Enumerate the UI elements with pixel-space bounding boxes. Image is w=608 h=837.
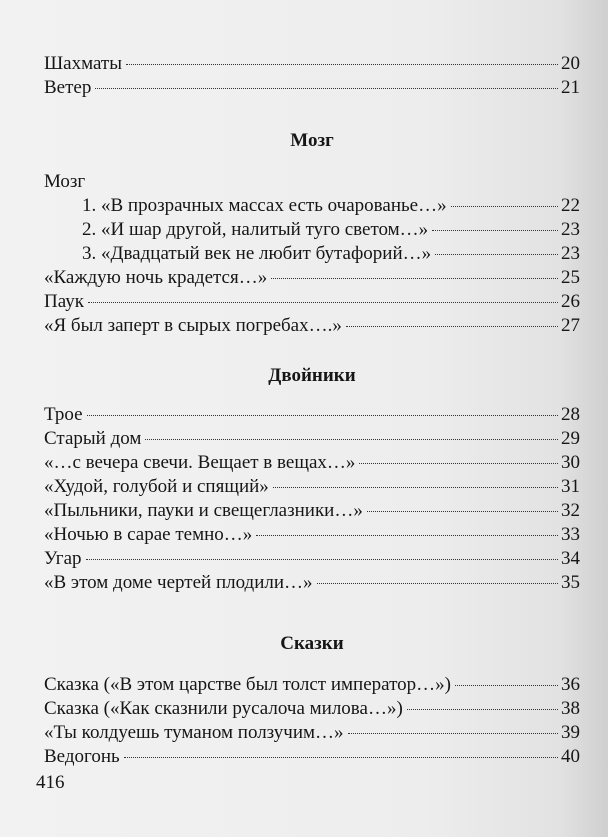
toc-entry <box>44 475 580 499</box>
dot-leader <box>451 206 558 207</box>
toc-entry <box>44 523 580 547</box>
toc-entry <box>44 499 580 523</box>
dot-leader <box>432 230 558 231</box>
dot-leader <box>359 463 558 464</box>
dot-leader <box>124 757 558 758</box>
toc-entry-title: Трое <box>44 404 83 425</box>
dot-leader <box>88 302 558 303</box>
toc-entry <box>44 52 580 76</box>
section-heading: Двойники <box>268 365 356 386</box>
toc-entry-title: Паук <box>44 291 84 312</box>
toc-entry <box>44 673 580 697</box>
toc-entry-page: 32 <box>561 500 580 521</box>
toc-entry-title: 2. «И шар другой, налитый туго светом…» <box>82 219 429 240</box>
toc-entry <box>44 242 580 266</box>
toc-entry-page: 34 <box>561 548 580 569</box>
toc-entry-title: 1. «В прозрачных массах есть очарованье…» <box>82 195 447 216</box>
toc-entry-title: Шахматы <box>44 53 123 74</box>
dot-leader <box>367 511 558 512</box>
toc-entry-page: 35 <box>561 572 580 593</box>
toc-entry-page: 39 <box>561 722 580 743</box>
toc-entry-title: Сказка («Как сказнили русалоча милова…») <box>44 698 403 719</box>
toc-entry <box>44 427 580 451</box>
toc-entry-page: 36 <box>561 674 580 695</box>
dot-leader <box>145 439 558 440</box>
dot-leader <box>435 254 558 255</box>
toc-entry-page: 22 <box>561 195 580 216</box>
toc-entry <box>44 721 580 745</box>
toc-entry-page: 40 <box>561 746 580 767</box>
toc-entry-page: 31 <box>561 476 580 497</box>
toc-entry-title: «В этом доме чертей плодили…» <box>44 572 313 593</box>
toc-entry-title: Ветер <box>44 77 92 98</box>
dot-leader <box>346 326 558 327</box>
toc-entry <box>44 403 580 427</box>
toc-entry-title: «…с вечера свечи. Вещает в вещах…» <box>44 452 356 473</box>
toc-entry-page: 20 <box>561 53 580 74</box>
dot-leader <box>273 487 558 488</box>
toc-entry-title: Старый дом <box>44 428 142 449</box>
toc-entry-page: 38 <box>561 698 580 719</box>
dot-leader <box>348 733 558 734</box>
dot-leader <box>86 559 558 560</box>
toc-entry-page: 28 <box>561 404 580 425</box>
toc-entry <box>44 194 580 218</box>
toc-entry <box>44 571 580 595</box>
toc-entry-title: Ведогонь <box>44 746 120 767</box>
toc-entry-title: Угар <box>44 548 82 569</box>
toc-entry-title: «Каждую ночь крадется…» <box>44 267 268 288</box>
dot-leader <box>95 88 558 89</box>
toc-entry <box>44 76 580 100</box>
toc-entry-page: 26 <box>561 291 580 312</box>
toc-entry <box>44 697 580 721</box>
dot-leader <box>455 685 558 686</box>
toc-entry <box>44 218 580 242</box>
toc-entry-title: «Худой, голубой и спящий» <box>44 476 269 497</box>
dot-leader <box>407 709 558 710</box>
dot-leader <box>256 535 558 536</box>
toc-entry <box>44 451 580 475</box>
subsection-heading: Мозг <box>44 171 86 192</box>
toc-entry-title: «Пыльники, пауки и свещеглазники…» <box>44 500 363 521</box>
toc-entry <box>44 266 580 290</box>
toc-entry-title: «Ты колдуешь туманом ползучим…» <box>44 722 344 743</box>
toc-entry-page: 23 <box>561 219 580 240</box>
toc-entry <box>44 290 580 314</box>
toc-entry-page: 29 <box>561 428 580 449</box>
toc-entry <box>44 745 580 769</box>
toc-entry-page: 30 <box>561 452 580 473</box>
toc-entry-page: 25 <box>561 267 580 288</box>
toc-entry-title: «Я был заперт в сырых погребах….» <box>44 315 342 336</box>
dot-leader <box>271 278 558 279</box>
toc-entry <box>44 314 580 338</box>
toc-entry <box>44 547 580 571</box>
toc-entry-page: 21 <box>561 77 580 98</box>
toc-entry-title: 3. «Двадцатый век не любит бутафорий…» <box>82 243 432 264</box>
toc-entry-page: 33 <box>561 524 580 545</box>
dot-leader <box>126 64 558 65</box>
dot-leader <box>317 583 558 584</box>
toc-entry-page: 27 <box>561 315 580 336</box>
toc-entry-title: Сказка («В этом царстве был толст император…») <box>44 674 451 695</box>
table-of-contents <box>44 52 580 769</box>
page-number: 416 <box>36 772 65 793</box>
toc-entry-page: 23 <box>561 243 580 264</box>
section-heading: Сказки <box>280 633 344 654</box>
section-heading: Мозг <box>290 130 334 151</box>
toc-entry-title: «Ночью в сарае темно…» <box>44 524 253 545</box>
dot-leader <box>87 415 558 416</box>
